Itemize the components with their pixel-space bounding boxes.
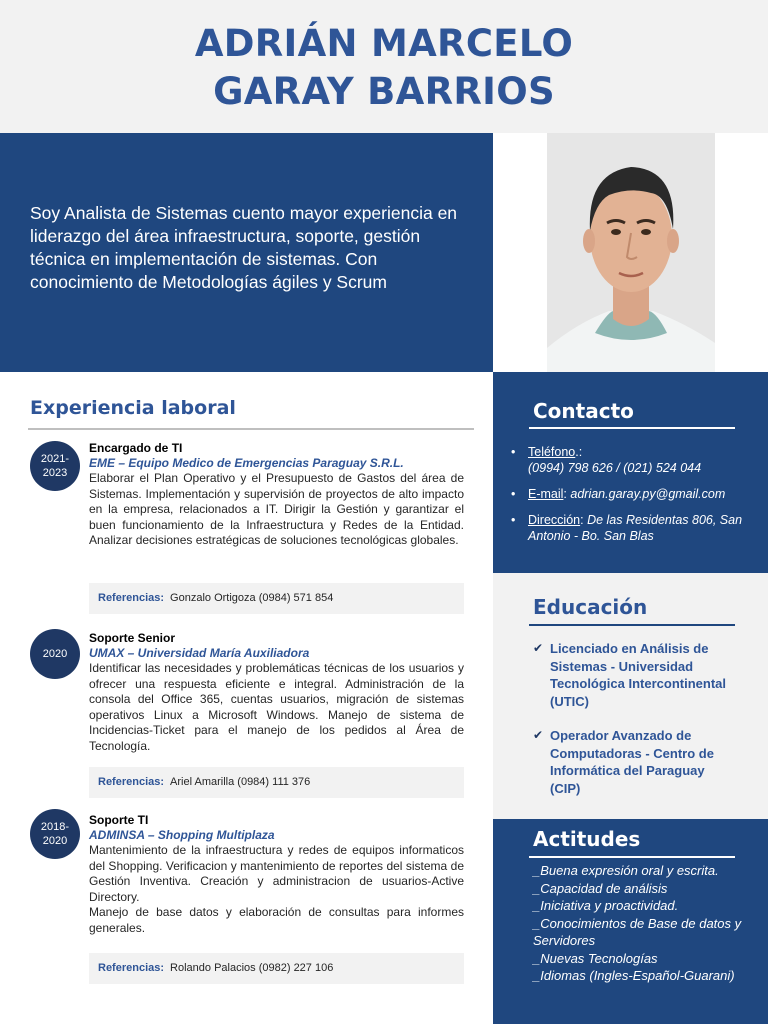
attitudes-title: Actitudes (533, 827, 641, 851)
job-company: ADMINSA – Shopping Multiplaza (89, 828, 275, 842)
reference-label: Referencias: (98, 592, 165, 604)
contact-address (511, 512, 763, 544)
checkmark-icon: ✔ (533, 728, 544, 742)
name-line-1: ADRIÁN MARCELO (194, 22, 574, 65)
job-role: Soporte TI (89, 813, 149, 827)
job-role: Soporte Senior (89, 631, 176, 645)
job-years: 2018- 2020 (40, 821, 70, 847)
header (0, 0, 768, 133)
job-years: 2020 (42, 648, 68, 660)
contact-value: adrian.garay.py@gmail.com (570, 487, 726, 501)
reference-value: Gonzalo Ortigoza (0984) 571 854 (170, 592, 334, 604)
education-list (533, 640, 733, 814)
job-company: UMAX – Universidad María Auxiliadora (89, 646, 310, 660)
job-description: Identificar las necesidades y problemáticas técnicas de los usuarios y ofrecer una respuesta eficiente e integral. Administración de la consola del Office 365, cuentas usuarios, migración de sistemas operativos Linux a Microsoft Windows. Manejo de sistema de Incidencias-Ticket para el manejo de los pedidos al Área de Tecnología. (89, 661, 464, 753)
checkmark-icon: ✔ (533, 641, 544, 655)
photo-area (493, 133, 768, 372)
profile-summary: Soy Analista de Sistemas cuento mayor experiencia en liderazgo del área infraestructura, soporte, gestión técnica en implementación de sistemas. Con conocimiento de Metodologías ágiles y Scrum (30, 203, 458, 292)
attitude-item: _Nuevas Tecnologías (533, 950, 658, 966)
attitude-item: _Iniciativa y proactividad. (533, 898, 679, 913)
name-line-2: GARAY BARRIOS (213, 70, 555, 113)
reference-label: Referencias: (98, 776, 165, 788)
experience-title: Experiencia laboral (30, 397, 236, 419)
job-body (89, 441, 464, 549)
contact-label-suffix: .: (575, 445, 583, 459)
attitude-item: _Buena expresión oral y escrita. (533, 863, 719, 878)
attitudes-list (533, 862, 761, 985)
job-description: Mantenimiento de la infraestructura y redes de equipos informaticos del Shopping. Verificacion y mantenimiento de reportes del sistema de Gestión Inventiva. Creación y administracion de usuarios-Active Directory. Manejo de base datos y elaboración de consultas para informes generales. (89, 843, 464, 935)
attitude-item: _Capacidad de análisis (533, 880, 668, 896)
education-title: Educación (533, 595, 648, 619)
job-reference (89, 583, 464, 614)
reference-label: Referencias: (98, 962, 165, 974)
attitudes-divider (529, 856, 735, 858)
contact-email (511, 486, 763, 502)
job-reference (89, 767, 464, 798)
contact-title: Contacto (533, 399, 634, 423)
contact-value: (0994) 798 626 / (021) 524 044 (528, 461, 702, 475)
education-item (533, 640, 733, 710)
contact-label: E-mail (528, 487, 564, 501)
attitude-item: _Idiomas (Ingles-Español-Guarani) (533, 968, 735, 983)
summary-band (0, 133, 493, 372)
experience-divider (28, 428, 474, 430)
contact-divider (529, 427, 735, 429)
job-body (89, 631, 464, 754)
contact-label: Dirección (528, 513, 581, 527)
portrait-illustration (547, 133, 715, 372)
job-years-badge (30, 441, 80, 491)
contact-label: Teléfono (528, 445, 576, 459)
education-item (533, 727, 733, 797)
job-company: EME – Equipo Medico de Emergencias Paraguay S.R.L. (89, 456, 404, 470)
job-description: Elaborar el Plan Operativo y el Presupuesto de Gastos del área de Sistemas. Implementación y supervisión de proyectos de alto impacto en la empresa, relacionados a IT. Dirigir la Gestión y garantizar el buen funcionamiento de la Infraestructura y Redes de la Entidad. Analizar decisiones estratégicas de soluciones tecnológicas globales. (89, 471, 464, 547)
job-years: 2021- 2023 (40, 453, 70, 479)
profile-photo (547, 133, 715, 372)
contact-phone (511, 444, 763, 476)
job-years-badge (30, 629, 80, 679)
reference-value: Rolando Palacios (0982) 227 106 (170, 962, 334, 974)
sidebar (493, 372, 768, 1024)
education-divider (529, 624, 735, 626)
contact-list (511, 444, 763, 554)
education-text: Operador Avanzado de Computadoras - Centro de Informática del Paraguay (CIP) (550, 728, 714, 796)
reference-value: Ariel Amarilla (0984) 111 376 (170, 776, 311, 788)
attitude-item: _Conocimientos de Base de datos y Servidores (533, 915, 742, 948)
contact-label-suffix: : (580, 513, 584, 527)
education-text: Licenciado en Análisis de Sistemas - Universidad Tecnológica Intercontinental (UTIC) (550, 641, 727, 709)
job-role: Encargado de TI (89, 441, 183, 455)
job-years-badge (30, 809, 80, 859)
contact-section (493, 372, 768, 573)
contact-value: De las Residentas 806, San Antonio - Bo. San Blas (528, 513, 743, 543)
job-body (89, 813, 464, 936)
contact-label-suffix: : (563, 487, 567, 501)
job-reference (89, 953, 464, 984)
